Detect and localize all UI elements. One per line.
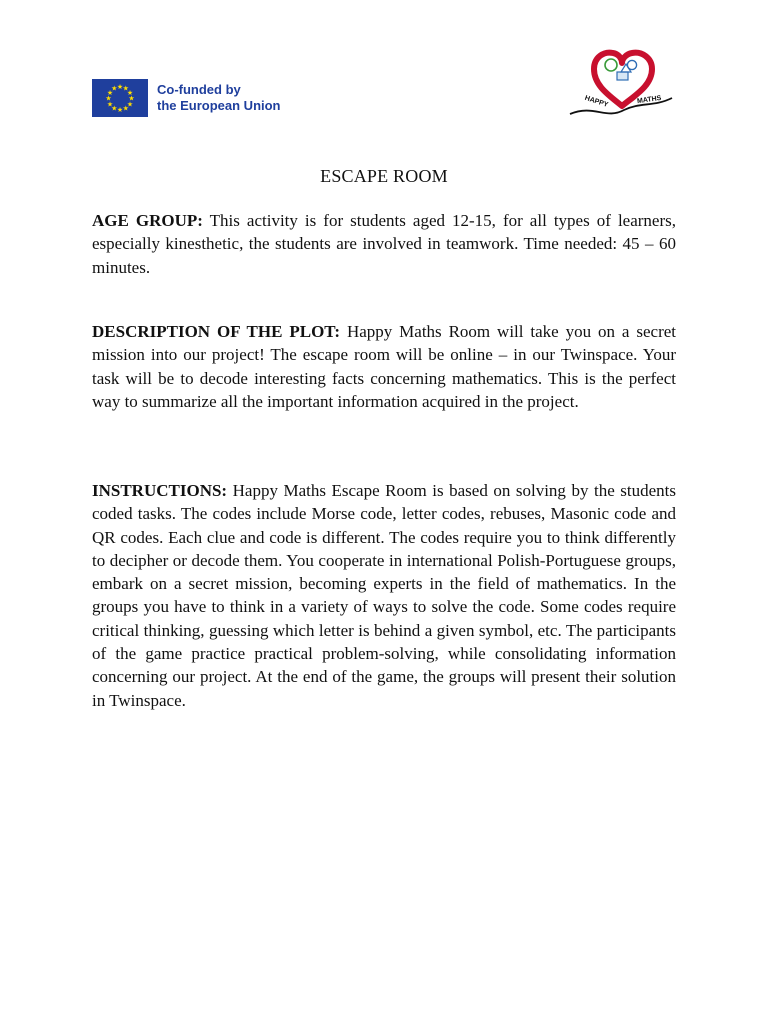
eu-star-icon: ★ bbox=[116, 83, 124, 92]
eu-star-icon: ★ bbox=[111, 84, 118, 93]
age-group-text: This activity is for students aged 12-15, for all types of learners, especially kinesthetic, the students are involved in teamwork. Time needed: 45 – 60 minutes. bbox=[92, 211, 676, 277]
eu-star-icon: ★ bbox=[122, 84, 129, 93]
eu-star-icon: ★ bbox=[126, 88, 134, 97]
page-title: ESCAPE ROOM bbox=[320, 166, 448, 186]
eu-star-icon: ★ bbox=[106, 88, 114, 97]
eu-star-icon: ★ bbox=[111, 104, 118, 113]
age-group-label: AGE GROUP: bbox=[92, 211, 203, 230]
eu-cofunding-text bbox=[157, 82, 281, 114]
plot-description-label: DESCRIPTION OF THE PLOT: bbox=[92, 322, 341, 341]
logo-text-happy: HAPPY bbox=[583, 94, 609, 109]
logo-text-maths: MATHS bbox=[636, 94, 662, 106]
logo-book-icon bbox=[617, 72, 628, 80]
happy-maths-logo bbox=[566, 44, 678, 120]
eu-star-icon: ★ bbox=[126, 100, 134, 109]
instructions-text: Happy Maths Escape Room is based on solving by the students coded tasks. The codes include Morse code, letter codes, rebuses, Masonic code and QR codes. Each clue and code is different. The codes require you to think differently to decipher or decode them. You cooperate in international Polish-Portuguese groups, embark on a secret mission, becoming experts in the field of mathematics. In the groups you have to think in a variety of ways to solve the code. Some codes require critical thinking, guessing which letter is behind a given symbol, etc. The participants of the game practice practical problem-solving, while consolidating information concerning our project. At the end of the game, the groups will present their solution in Twinspace. bbox=[92, 481, 676, 710]
eu-star-icon: ★ bbox=[116, 106, 124, 115]
eu-star-icon: ★ bbox=[106, 100, 114, 109]
eu-text-line1: Co-funded by bbox=[157, 82, 241, 97]
instructions-section bbox=[92, 479, 676, 712]
eu-text-line2: the European Union bbox=[157, 98, 281, 113]
eu-star-icon: ★ bbox=[122, 104, 129, 113]
age-group-section bbox=[92, 209, 676, 279]
eu-flag-icon bbox=[92, 79, 148, 117]
plot-description-text: Happy Maths Room will take you on a secret mission into our project! The escape room will be online – in our Twinspace. Your task will be to decode interesting facts concerning mathematics. This is the perfect way to summarize all the important information acquired in the project. bbox=[92, 322, 676, 411]
eu-cofunding-logo bbox=[92, 79, 281, 117]
logo-circle-icon bbox=[605, 59, 617, 71]
eu-star-icon: ★ bbox=[105, 94, 112, 103]
instructions-label: INSTRUCTIONS: bbox=[92, 481, 228, 500]
plot-description-section bbox=[92, 320, 676, 413]
eu-star-icon: ★ bbox=[128, 94, 135, 103]
